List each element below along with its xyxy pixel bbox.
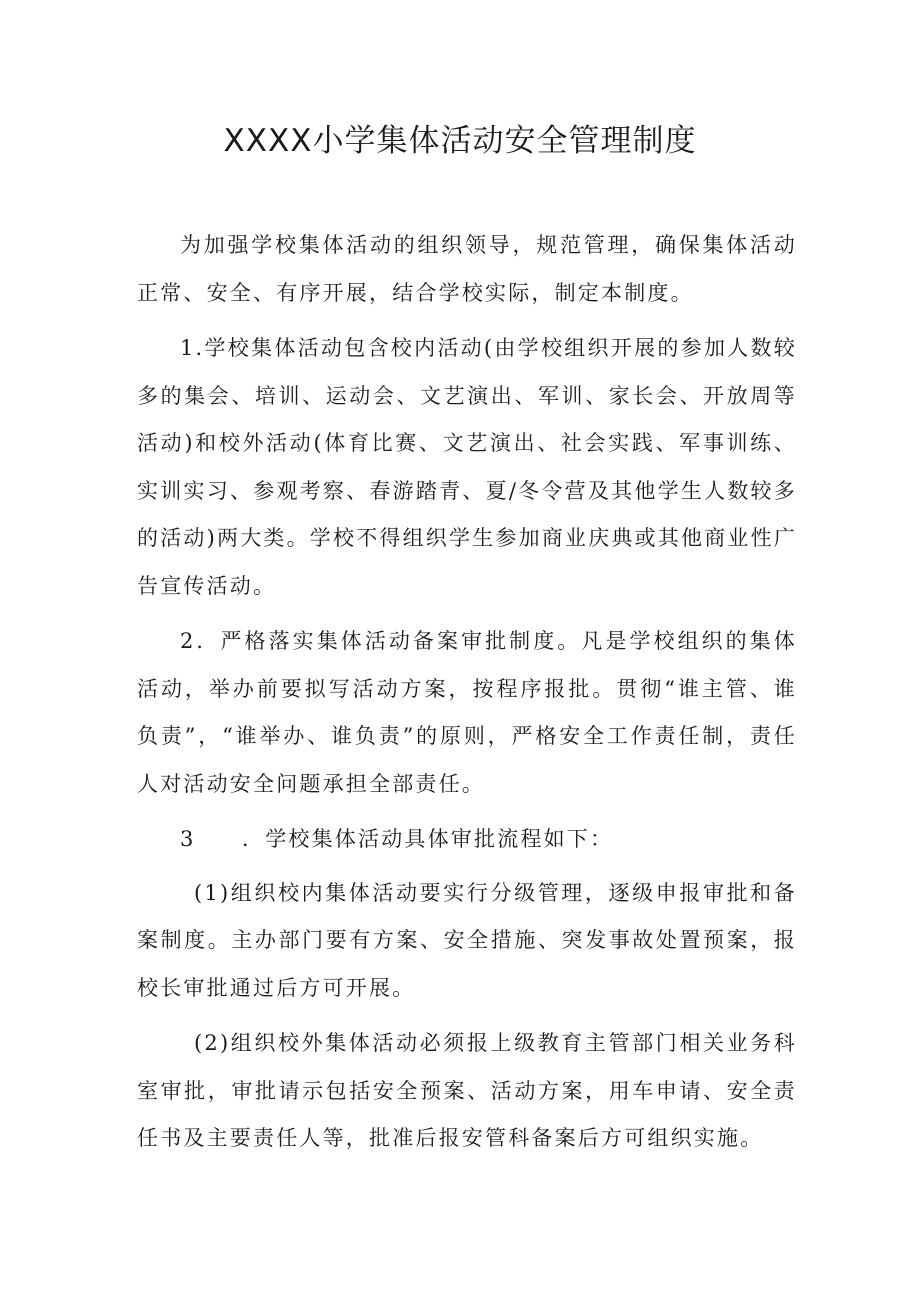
clause-3-1-paragraph: (1)组织校内集体活动要实行分级管理，逐级申报审批和备案制度。主办部门要有方案、安全措施、突发事故处置预案，报校长审批通过后方可开展。 — [137, 880, 797, 1000]
intro-paragraph: 为加强学校集体活动的组织领导，规范管理，确保集体活动正常、安全、有序开展，结合学校实际，制定本制度。 — [137, 233, 797, 305]
clause-2-paragraph: 2．严格落实集体活动备案审批制度。凡是学校组织的集体活动，举办前要拟写活动方案，按程序报批。贯彻“谁主管、谁负责”，“谁举办、谁负责”的原则，严格安全工作责任制，责任人对活动安全问题承担全部责任。 — [137, 629, 797, 796]
clause-3-number: 3 — [180, 827, 196, 851]
clause-1-paragraph: 1.学校集体活动包含校内活动(由学校组织开展的参加人数较多的集会、培训、运动会、文艺演出、军训、家长会、开放周等活动)和校外活动(体育比赛、文艺演出、社会实践、军事训练、实训实习、参观考察、春游踏青、夏/冬令营及其他学生人数较多的活动)两大类。学校不得组织学生参加商业庆典或其他商业性广告宣传活动。 — [137, 336, 797, 598]
clause-3-text: ．学校集体活动具体审批流程如下： — [242, 827, 614, 851]
document-title: XXXX小学集体活动安全管理制度 — [223, 123, 697, 159]
clause-3-2-paragraph: (2)组织校外集体活动必须报上级教育主管部门相关业务科室审批，审批请示包括安全预案、活动方案，用车申请、安全责任书及主要责任人等，批准后报安管科备案后方可组织实施。 — [137, 1031, 797, 1150]
document-body — [137, 222, 797, 1171]
clause-3-heading — [137, 816, 797, 864]
